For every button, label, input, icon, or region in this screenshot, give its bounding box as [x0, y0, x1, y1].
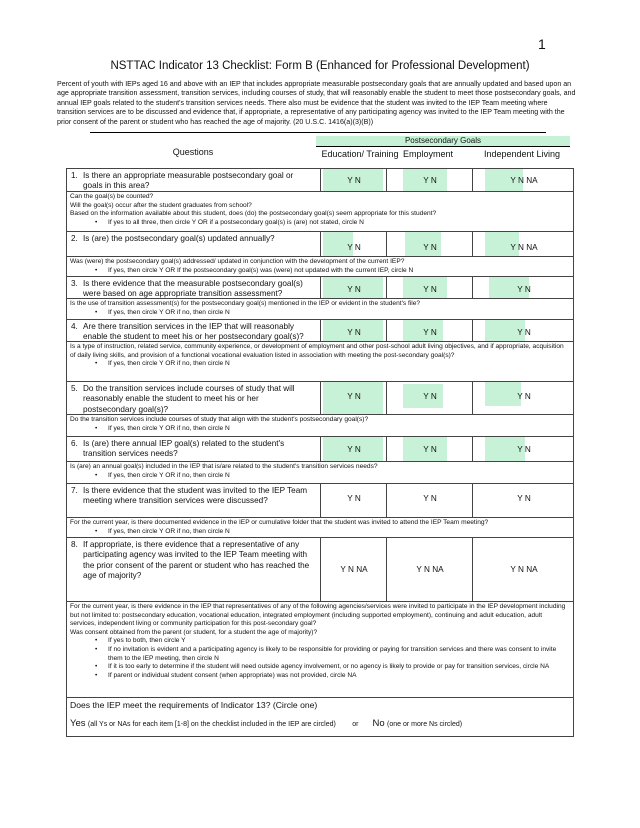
answer-options[interactable]: Y N: [423, 285, 437, 294]
checklist-row-7: [67, 484, 573, 518]
guidance-text: For the current year, is there documented evidence in the IEP or cumulative folder that the student was invited to attend the IEP Team meeting?: [70, 519, 489, 526]
guidance-notes-1: [67, 192, 573, 232]
guidance-bullet: • If yes, then circle Y OR if no, then circle N: [70, 360, 569, 369]
question-cell: [67, 277, 321, 298]
question-number: 1.: [71, 171, 78, 180]
question-cell: [67, 169, 321, 191]
guidance-bullet: • If no invitation is evident and a participating agency is likely to be responsible for providing or paying for transition services and there was consent to invite them to the IEP meeting, then circle N: [70, 646, 569, 663]
guidance-bullet: • If yes, then circle Y OR if no, then circle N: [70, 309, 569, 318]
guidance-bullet: • If yes, then circle Y OR if no, then circle N: [70, 425, 569, 434]
guidance-notes-2: [67, 257, 573, 277]
employment-header: Employment: [402, 149, 454, 159]
header-divider: [90, 132, 546, 133]
guidance-notes-4: [67, 342, 573, 382]
answer-options[interactable]: Y N NA: [416, 565, 444, 574]
answer-options[interactable]: Y N NA: [510, 176, 538, 185]
answer-options[interactable]: Y N: [423, 392, 437, 401]
guidance-bullet: • If it is too early to determine if the student will need outside agency involvement, or no agency is likely to provide or pay for transition services, circle NA: [70, 663, 569, 672]
answer-options[interactable]: Y N NA: [510, 565, 538, 574]
question-text: Is there an appropriate measurable postsecondary goal or goals in this area?: [83, 171, 294, 191]
question-text: Are there transition services in the IEP that will reasonably enable the student to meet his or her postsecondary goal(s)?: [83, 322, 304, 342]
checklist-row-3: [67, 277, 573, 299]
checklist-row-4: [67, 320, 573, 342]
answer-options[interactable]: Y N: [347, 494, 361, 503]
answer-options[interactable]: Y N: [423, 243, 437, 252]
answer-options[interactable]: Y N: [517, 494, 531, 503]
guidance-text: Will the goal(s) occur after the student graduates from school?: [70, 201, 252, 209]
guidance-bullet: • If parent or individual student consent (when appropriate) was not provided, circle NA: [70, 672, 569, 681]
guidance-notes-5: [67, 415, 573, 437]
question-text: If appropriate, is there evidence that a representative of any participating agency was invited to the IEP Team meeting with the prior consent of the parent or student who has reached the age of majority?: [83, 540, 310, 581]
guidance-notes-7: [67, 518, 573, 538]
guidance-text: Based on the information available about this student, does (do) the postsecondary goal(s) seem appropriate for this student?: [70, 210, 437, 218]
question-number: 5.: [71, 384, 78, 393]
education-training-header: Education/ Training: [321, 149, 399, 159]
no-detail: (one or more Ns circled): [387, 721, 463, 728]
question-number: 7.: [71, 486, 78, 495]
page-number: 1: [538, 36, 546, 52]
answer-options[interactable]: Y N: [347, 285, 361, 294]
question-cell: [67, 437, 321, 461]
guidance-text: Was consent obtained from the parent (or student, for a student the age of majority)?: [70, 628, 318, 636]
question-text: Is (are) there annual IEP goal(s) related to the student's transition services needs?: [83, 439, 285, 459]
final-determination: [67, 698, 573, 736]
independent-living-header: Independent Living: [483, 149, 561, 159]
yes-option[interactable]: Yes: [70, 718, 86, 729]
questions-header: Questions: [172, 147, 214, 157]
answer-options[interactable]: Y N: [517, 392, 531, 401]
question-text: Do the transition services include courses of study that will reasonably enable the student to meet his or her postsecondary goal(s)?: [83, 384, 295, 414]
guidance-text: Is a type of instruction, related service, community experience, or development of employment and other post-school adult living objectives, and if appropriate, acquisition of daily living skills, and provision of a functional vocational evaluation listed in association with meeting the post-secondary goal(s)?: [70, 343, 564, 359]
question-text: Is there evidence that the measurable postsecondary goal(s) were based on age appropriate transition assessment?: [83, 279, 303, 299]
answer-options[interactable]: Y N: [517, 285, 531, 294]
checklist-row-6: [67, 437, 573, 462]
postsecondary-goals-header: [316, 136, 570, 146]
guidance-bullet: • If yes to both, then circle Y: [70, 637, 569, 646]
question-cell: [67, 538, 321, 601]
intro-paragraph: Percent of youth with IEPs aged 16 and above with an IEP that includes appropriate measurable postsecondary goals that are annually updated and based upon an age appropriate transition assessment, transition services, including courses of study, that will reasonably enable the student to meet those postsecondary goals, and annual IEP goals related to the student's transition services needs. There also must be evidence that the student was invited to the IEP Team meeting where transition services are to be discussed and evidence that, if appropriate, a representative of any participating agency was invited to the IEP Team meeting with the prior consent of the parent or student who has reached the age of majority. (20 U.S.C. 1416(a)(3)(B)): [57, 80, 576, 126]
question-cell: [67, 484, 321, 517]
final-options: [70, 718, 569, 729]
question-number: 2.: [71, 234, 78, 243]
guidance-text: For the current year, is there evidence in the IEP that representatives of any of the following agencies/services were invited to participate in the IEP development including but not limited to: postsecondary education, vocational education, integrated employment (including supported employment), continuing and adult education, adult services, independent living or community participation for this post-secondary goal?: [70, 603, 566, 628]
guidance-bullet: • If yes, then circle Y OR if no, then circle N: [70, 472, 569, 481]
postsecondary-goals-label: Postsecondary Goals: [404, 136, 482, 145]
checklist-row-2: [67, 232, 573, 257]
postsecondary-goals-underline: [316, 146, 570, 147]
yes-detail: (all Ys or NAs for each item [1-8] on the checklist included in the IEP are circled): [87, 721, 336, 728]
answer-options[interactable]: Y N: [347, 328, 361, 337]
guidance-notes-6: [67, 462, 573, 484]
answer-options[interactable]: Y N: [347, 176, 361, 185]
guidance-notes-8: [67, 602, 573, 698]
guidance-bullet: • If yes, then circle Y OR if no, then circle N: [70, 528, 569, 537]
checklist-row-1: [67, 169, 573, 192]
question-cell: [67, 382, 321, 414]
question-number: 6.: [71, 439, 78, 448]
answer-options[interactable]: Y N: [347, 392, 361, 401]
question-cell: [67, 232, 321, 256]
or-label: or: [352, 721, 359, 728]
answer-options[interactable]: Y N: [423, 328, 437, 337]
question-text: Is (are) the postsecondary goal(s) updated annually?: [83, 234, 275, 243]
question-text: Is there evidence that the student was invited to the IEP Team meeting where transition services were discussed?: [83, 486, 308, 506]
answer-options[interactable]: Y N: [423, 494, 437, 503]
checklist-row-8: [67, 538, 573, 602]
guidance-bullet: • If yes to all three, then circle Y OR if a postsecondary goal(s) is (are) not stated, circle N: [70, 219, 569, 228]
question-number: 3.: [71, 279, 78, 288]
no-option[interactable]: No: [372, 718, 385, 729]
checklist-table: [66, 168, 574, 737]
answer-options[interactable]: Y N: [517, 445, 531, 454]
answer-options[interactable]: Y N: [423, 176, 437, 185]
guidance-text: Do the transition services include courses of study that align with the student's postsecondary goal(s)?: [70, 416, 369, 423]
answer-options[interactable]: Y N: [423, 445, 437, 454]
page-title: NSTTAC Indicator 13 Checklist: Form B (Enhanced for Professional Development): [110, 60, 530, 72]
answer-options[interactable]: Y N: [347, 445, 361, 454]
question-number: 8.: [71, 540, 78, 549]
answer-options[interactable]: Y N: [347, 243, 361, 252]
question-cell: [67, 320, 321, 341]
final-question: Does the IEP meet the requirements of Indicator 13? (Circle one): [70, 700, 318, 710]
checklist-row-5: [67, 382, 573, 415]
guidance-bullet: • If yes, then circle Y OR If the postsecondary goal(s) was (were) not updated with the current IEP, circle N: [70, 267, 569, 276]
answer-options[interactable]: Y N NA: [340, 565, 368, 574]
answer-options[interactable]: Y N: [517, 328, 531, 337]
guidance-notes-3: [67, 299, 573, 320]
guidance-text: Can the goal(s) be counted?: [70, 193, 154, 200]
question-number: 4.: [71, 322, 78, 331]
answer-options[interactable]: Y N NA: [510, 243, 538, 252]
guidance-text: Is the use of transition assessment(s) for the postsecondary goal(s) mentioned in the IEP or evident in the student's file?: [70, 300, 421, 307]
guidance-text: Is (are) an annual goal(s) included in the IEP that is/are related to the student's transition services needs?: [70, 463, 378, 470]
guidance-text: Was (were) the postsecondary goal(s) addressed/ updated in conjunction with the development of the current IEP?: [70, 258, 405, 265]
